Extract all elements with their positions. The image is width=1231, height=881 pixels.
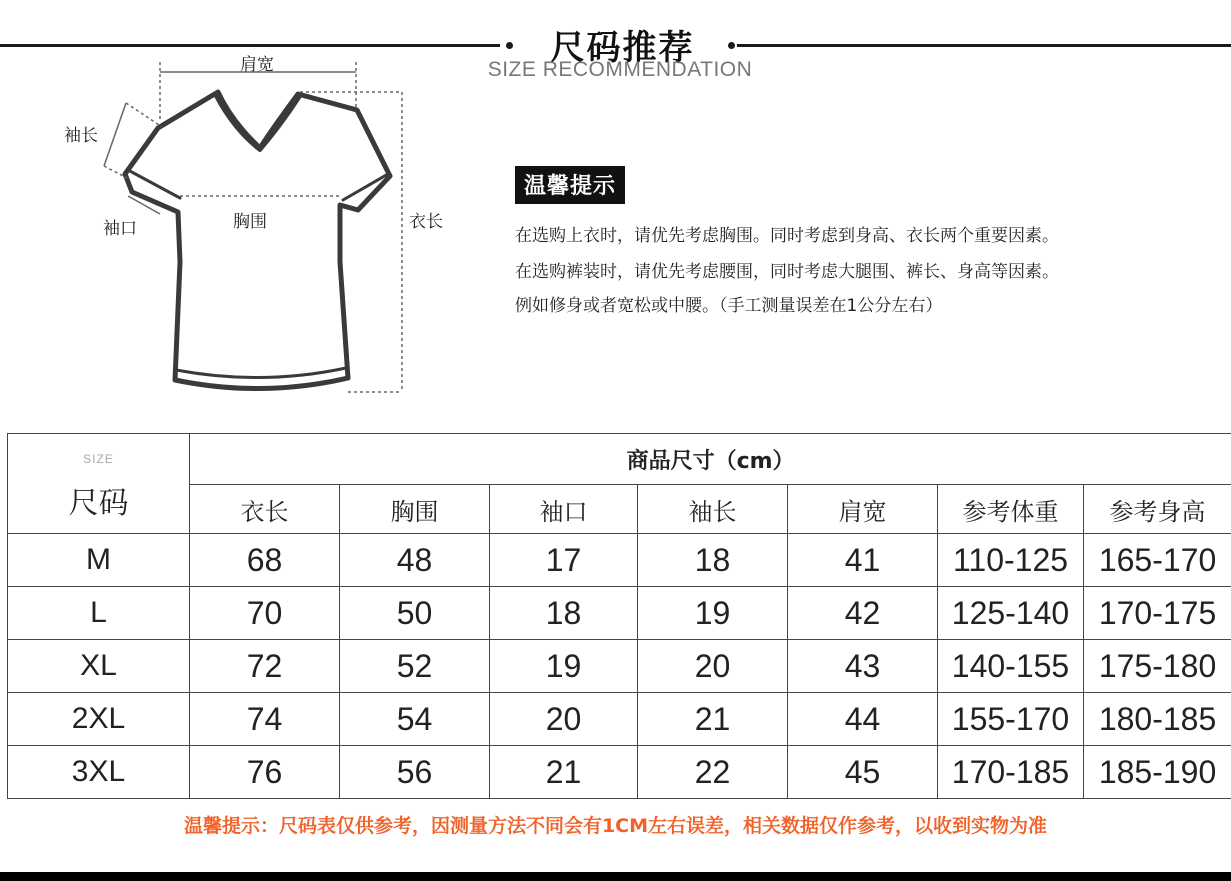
header-rule-right (737, 44, 1231, 47)
table-cell: 43 (788, 640, 938, 693)
table-cell: 45 (788, 746, 938, 799)
table-header-row (8, 485, 1231, 534)
table-cell: 140-155 (938, 640, 1084, 693)
table-cell: 165-170 (1084, 534, 1231, 587)
table-cell: 22 (638, 746, 788, 799)
size-header-cn: 尺码 (68, 486, 129, 521)
table-cell: 56 (340, 746, 490, 799)
tshirt-outline (125, 92, 390, 389)
table-cell: 170-175 (1084, 587, 1231, 640)
label-sleeve-length: 袖长 (64, 126, 98, 146)
table-cell: 48 (340, 534, 490, 587)
table-cell: 68 (190, 534, 340, 587)
column-header: 袖长 (638, 485, 788, 534)
tips-badge: 温馨提示 (515, 166, 625, 204)
size-header-en: SIZE (83, 452, 114, 466)
tips-line-3: 例如修身或者宽松或中腰。（手工测量误差在1公分左右） (515, 296, 943, 316)
table-cell: 74 (190, 693, 340, 746)
table-cell: 52 (340, 640, 490, 693)
table-cell: 76 (190, 746, 340, 799)
table-row (8, 640, 1231, 693)
table-cell: 19 (638, 587, 788, 640)
label-length: 衣长 (409, 212, 443, 232)
size-cell: 2XL (8, 693, 190, 746)
column-header: 衣长 (190, 485, 340, 534)
tshirt-collar (216, 96, 300, 150)
header-rule-left (0, 44, 500, 47)
size-table (7, 433, 1231, 799)
tips-line-1: 在选购上衣时，请优先考虑胸围。同时考虑到身高、衣长两个重要因素。 (515, 226, 1059, 246)
table-cell: 54 (340, 693, 490, 746)
column-header: 胸围 (340, 485, 490, 534)
label-cuff: 袖口 (103, 219, 137, 239)
size-cell: L (8, 587, 190, 640)
table-cell: 50 (340, 587, 490, 640)
table-cell: 18 (638, 534, 788, 587)
column-header: 肩宽 (788, 485, 938, 534)
column-header: 袖口 (490, 485, 638, 534)
table-cell: 21 (638, 693, 788, 746)
footer-note: 温馨提示：尺码表仅供参考，因测量方法不同会有1CM左右误差，相关数据仅作参考，以收到实物为准 (183, 815, 1048, 837)
table-row (8, 693, 1231, 746)
table-cell: 180-185 (1084, 693, 1231, 746)
table-cell: 17 (490, 534, 638, 587)
table-cell: 21 (490, 746, 638, 799)
header-dot-right (728, 42, 735, 49)
table-cell: 19 (490, 640, 638, 693)
table-cell: 44 (788, 693, 938, 746)
size-header-cell (8, 434, 190, 534)
table-row (8, 534, 1231, 587)
table-group-row (8, 434, 1231, 485)
group-header: 商品尺寸（cm） (190, 434, 1231, 485)
table-cell: 70 (190, 587, 340, 640)
table-row (8, 587, 1231, 640)
table-cell: 20 (490, 693, 638, 746)
column-header: 参考体重 (938, 485, 1084, 534)
table-cell: 110-125 (938, 534, 1084, 587)
size-cell: M (8, 534, 190, 587)
table-cell: 175-180 (1084, 640, 1231, 693)
table-cell: 170-185 (938, 746, 1084, 799)
tips-line-2: 在选购裤装时，请优先考虑腰围，同时考虑大腿围、裤长、身高等因素。 (515, 262, 1059, 282)
header-dot-left (506, 42, 513, 49)
page-subtitle: SIZE RECOMMENDATION (487, 58, 753, 81)
sleeve-guide (104, 103, 126, 166)
table-row (8, 746, 1231, 799)
table-cell: 18 (490, 587, 638, 640)
table-cell: 20 (638, 640, 788, 693)
tshirt-hem (176, 368, 346, 378)
column-header: 参考身高 (1084, 485, 1231, 534)
table-cell: 155-170 (938, 693, 1084, 746)
table-cell: 42 (788, 587, 938, 640)
table-cell: 72 (190, 640, 340, 693)
table-cell: 41 (788, 534, 938, 587)
bottom-bar (0, 872, 1231, 881)
label-chest: 胸围 (233, 212, 267, 232)
page-title: 尺码推荐 (550, 28, 695, 68)
table-cell: 185-190 (1084, 746, 1231, 799)
size-cell: 3XL (8, 746, 190, 799)
table-cell: 125-140 (938, 587, 1084, 640)
label-shoulder: 肩宽 (240, 55, 274, 75)
size-cell: XL (8, 640, 190, 693)
